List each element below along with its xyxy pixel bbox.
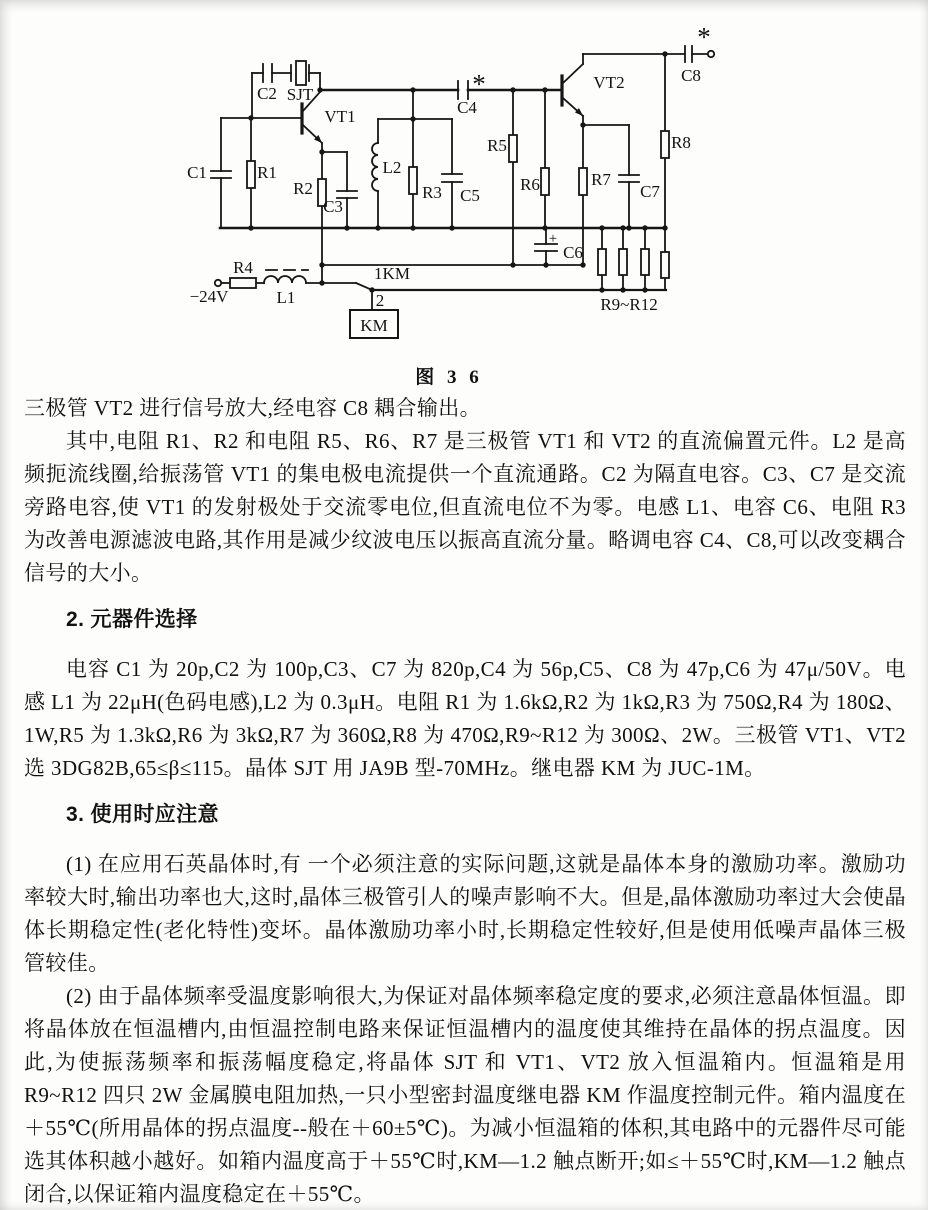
label-l1: L1 xyxy=(276,288,296,307)
resistor-r12-body xyxy=(661,252,669,278)
resistor-r9-body xyxy=(598,249,606,275)
label-heater-resistors: R9~R12 xyxy=(600,295,658,314)
circuit-wires xyxy=(211,46,708,310)
label-r2: R2 xyxy=(293,179,313,198)
label-supply-voltage: −24V xyxy=(189,287,229,306)
figure-caption: 图 3 6 xyxy=(415,367,483,388)
label-r7: R7 xyxy=(591,170,611,189)
bias-paragraph: 其中,电阻 R1、R2 和电阻 R5、R6、R7 是三极管 VT1 和 VT2 的直流偏置元件。L2 是高频扼流线圈,给振荡管 VT1 的集电极电流提供一个直流通路。C2 为隔直电容。C3、C7 是交流旁路电容,使 VT1 的发射极处于交流零电位,但直流电位不为零。电感 L1、电容 C6、电阻 R3 为改善电源滤波电路,其作用是减少纹波电压以振高直流分量。略调电容 C4、C8,可以改变耦合信号的大小。 xyxy=(24,429,906,585)
supply-terminal xyxy=(215,280,221,286)
label-r3: R3 xyxy=(422,183,442,202)
resistor-r1-body xyxy=(247,161,255,188)
heading-usage-notes: 3. 使用时应注意 xyxy=(66,803,219,826)
label-sjt: SJT xyxy=(286,85,314,104)
resistor-r11-body xyxy=(641,249,649,275)
label-l2: L2 xyxy=(382,158,402,177)
crystal-sjt-body xyxy=(296,61,306,85)
component-labels xyxy=(187,22,711,335)
label-r1: R1 xyxy=(257,163,277,182)
label-c2: C2 xyxy=(257,84,277,103)
intro-paragraph: 三极管 VT2 进行信号放大,经电容 C8 耦合输出。 xyxy=(24,396,482,420)
component-selection-paragraph: 电容 C1 为 20p,C2 为 100p,C3、C7 为 820p,C4 为 56p,C5、C8 为 47p,C6 为 47μ/50V。电感 L1 为 22μH(色码电感),L2 为 0.3μH。电阻 R1 为 1.6kΩ,R2 为 1kΩ,R3 为 750Ω,R4 为 180Ω、1W,R5 为 1.3kΩ,R6 为 3kΩ,R7 为 360Ω,R8 为 470Ω,R9~R12 为 300Ω、2W。三极管 VT1、VT2 选 3DG82B,65≤β≤115。晶体 SJT 用 JA9B 型-70MHz。继电器 KM 为 JUC-1M。 xyxy=(24,657,906,780)
label-r8: R8 xyxy=(671,133,691,152)
usage-note-2-paragraph: (2) 由于晶体频率受温度影响很大,为保证对晶体频率稳定度的要求,必须注意晶体恒温。即将晶体放在恒温槽内,由恒温控制电路来保证恒温槽内的温度使其维持在晶体的拐点温度。因此,为使振荡频率和振荡幅度稳定,将晶体 SJT 和 VT1、VT2 放入恒温箱内。恒温箱是用 R9~R12 四只 2W 金属膜电阻加热,一只小型密封温度继电器 KM 作温度控制元件。箱内温度在＋55℃(所用晶体的拐点温度--般在＋60±5℃)。为减小恒温箱的体积,其电路中的元器件尽可能选其体积越小越好。如箱内温度高于＋55℃时,KM—1.2 触点断开;如≤＋55℃时,KM—1.2 触点闭合,以保证箱内温度稳定在＋55℃。 xyxy=(24,984,906,1206)
usage-note-1-paragraph: (1) 在应用石英晶体时,有 一个必须注意的实际问题,这就是晶体本身的激励功率。激励功率较大时,输出功率也大,这时,晶体三极管引人的噪声影响不大。但是,晶体激励功率过大会使晶体长期稳定性(老化特性)变坏。晶体激励功率小时,长期稳定性较好,但是使用低噪声晶体三极管较佳。 xyxy=(24,852,906,975)
label-c5: C5 xyxy=(460,186,480,205)
label-vt1: VT1 xyxy=(324,107,356,126)
resistor-r6-body xyxy=(541,168,549,195)
resistor-r8-body xyxy=(661,131,669,158)
resistor-r4-body xyxy=(230,278,256,288)
label-r4: R4 xyxy=(233,258,253,277)
resistor-r3-body xyxy=(409,167,417,194)
label-vt2: VT2 xyxy=(593,73,625,92)
label-c3: C3 xyxy=(323,197,343,216)
circuit-diagram xyxy=(0,0,928,358)
label-c4: C4 xyxy=(457,98,477,117)
heading-component-selection: 2. 元器件选择 xyxy=(66,608,198,631)
document-body xyxy=(0,388,928,1210)
label-r5: R5 xyxy=(487,136,507,155)
label-c7: C7 xyxy=(640,182,660,201)
label-c8: C8 xyxy=(681,66,701,85)
label-km-contact: 1KM xyxy=(374,264,410,283)
label-r6: R6 xyxy=(520,175,540,194)
label-km-terminal-2: 2 xyxy=(375,291,385,310)
label-c8-star: * xyxy=(697,22,711,52)
label-c6: C6 xyxy=(563,243,583,262)
label-c1: C1 xyxy=(187,163,207,182)
label-c6-plus: + xyxy=(548,231,558,247)
resistor-r5-body xyxy=(509,135,517,162)
resistor-r10-body xyxy=(619,249,627,275)
figure-36 xyxy=(0,0,928,388)
label-km-relay: KM xyxy=(360,316,388,335)
resistor-r7-body xyxy=(579,168,587,195)
label-c4-star: * xyxy=(472,69,486,99)
